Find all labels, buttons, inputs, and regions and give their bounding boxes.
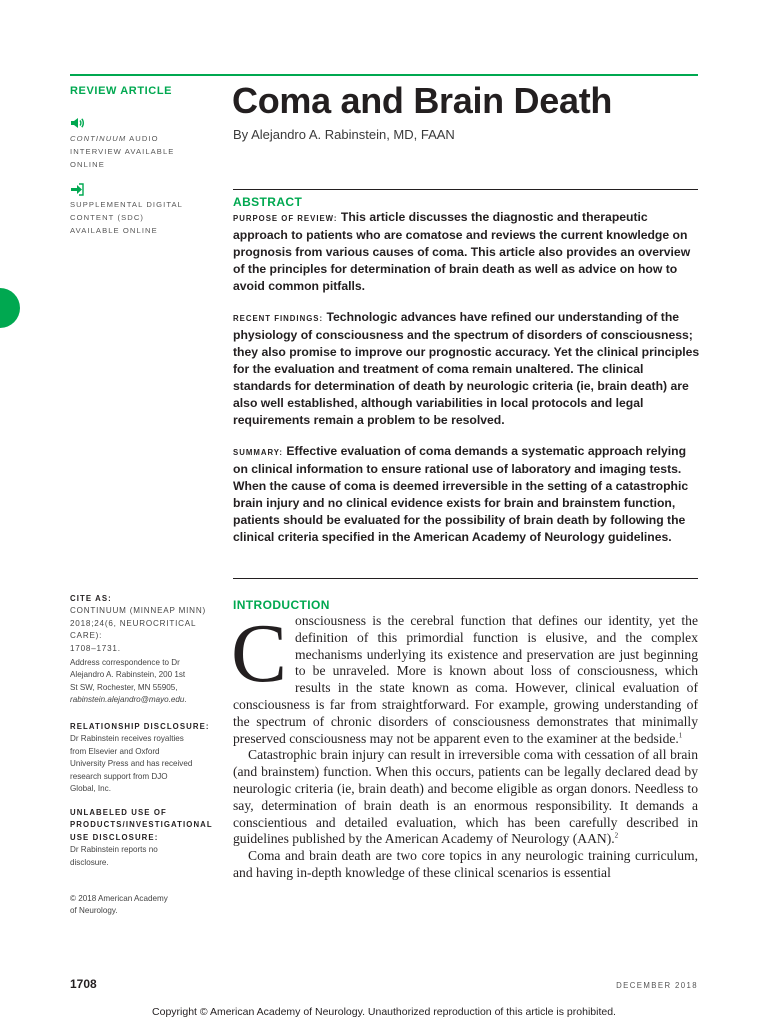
unlabeled-line: Dr Rabinstein reports no bbox=[70, 845, 158, 855]
address-line: St SW, Rochester, MN 55905, bbox=[70, 682, 178, 692]
audio-line-3: ONLINE bbox=[70, 159, 105, 169]
intro-p1-text: onsciousness is the cerebral function that defines our identity, yet the definition of this primordial function is elusive, and the complex mechanisms underlying its existence and preservation are just beginning to be unraveled. More is known about loss of consciousness, which results in the state known as coma. However, clinical evaluation of consciousness is far from straightforward. For example, growing understanding of the spectrum of chronic disorders of consciousness demonstrates that minimally preserved consciousness may not be apparent even to the examiner at the bedside. bbox=[233, 613, 698, 746]
relationship-line: research support from DJO bbox=[70, 771, 168, 781]
intro-paragraph-3 bbox=[233, 848, 698, 882]
relationship-line: Dr Rabinstein receives royalties bbox=[70, 734, 184, 744]
header-rule bbox=[70, 74, 698, 76]
purpose-label: PURPOSE OF REVIEW: bbox=[233, 214, 338, 223]
unlabeled-use-disclosure bbox=[70, 807, 220, 869]
introduction-heading: INTRODUCTION bbox=[233, 598, 330, 612]
author-email-link[interactable]: rabinstein.alejandro@mayo.edu bbox=[70, 695, 185, 705]
findings-text: Technologic advances have refined our understanding of the physiology of consciousness and the spectrum of disorders of consciousness; they also promise to improve our prognostic accuracy. Yet the clinical principles for the evaluation and treatment of coma remain unaltered. The clinical standards for determination of death by neurologic criteria (ie, brain death) are also well established, although variabilities in local protocols and legal requirements remain a problem to be resolved. bbox=[233, 310, 700, 427]
audio-line-2: INTERVIEW AVAILABLE bbox=[70, 146, 175, 156]
author-byline: By Alejandro A. Rabinstein, MD, FAAN bbox=[233, 127, 455, 142]
relationship-line: Global, Inc. bbox=[70, 784, 111, 794]
introduction-body bbox=[231, 607, 698, 882]
issue-date: DECEMBER 2018 bbox=[616, 981, 698, 990]
page-number: 1708 bbox=[70, 977, 97, 991]
cite-heading: CITE AS: bbox=[70, 594, 112, 603]
speaker-icon bbox=[70, 117, 210, 131]
section-tab-marker bbox=[0, 288, 20, 328]
relationship-disclosure bbox=[70, 721, 220, 795]
copyright-note-line: © 2018 American Academy bbox=[70, 894, 168, 903]
abstract-findings bbox=[233, 309, 703, 429]
copyright-footer: Copyright © American Academy of Neurology. Unauthorized reproduction of this article is prohibited. bbox=[152, 1006, 616, 1018]
abstract-rule-top bbox=[233, 189, 698, 190]
sdc-line-1: SUPPLEMENTAL DIGITAL bbox=[70, 200, 184, 209]
audio-line-1a: CONTINUUM bbox=[70, 134, 127, 143]
audio-line-1b: AUDIO bbox=[126, 134, 159, 143]
copyright-note-line: of Neurology. bbox=[70, 906, 118, 916]
unlabeled-line: disclosure. bbox=[70, 857, 109, 867]
cite-as-block bbox=[70, 593, 220, 655]
article-title: Coma and Brain Death bbox=[232, 80, 613, 121]
cite-line: 1708–1731. bbox=[70, 643, 121, 653]
sdc-line-2: CONTENT (SDC) bbox=[70, 212, 145, 222]
abstract-summary bbox=[233, 443, 703, 546]
intro-p2-text: Catastrophic brain injury can result in irreversible coma with cessation of all brain (and brainstem) function. When this occurs, patients can be legally declared dead by neurologic criteria (ie, brain death) and become eligible as organ donors. Needless to say, determination of brain death is an enormous responsibility. It demands a conscientious and detailed evaluation, which has been carefully described in guidelines published by the American Academy of Neurology (AAN). bbox=[233, 747, 698, 847]
reference-1-link[interactable]: 1 bbox=[678, 731, 683, 740]
abstract-heading: ABSTRACT bbox=[233, 195, 303, 209]
relationship-heading: RELATIONSHIP DISCLOSURE: bbox=[70, 722, 210, 731]
intro-paragraph-1 bbox=[231, 607, 698, 747]
summary-label: SUMMARY: bbox=[233, 448, 284, 457]
email-suffix: . bbox=[184, 695, 187, 705]
sign-in-arrow-icon bbox=[70, 183, 210, 197]
abstract-purpose bbox=[233, 209, 703, 295]
purpose-text: This article discusses the diagnostic and therapeutic approach to patients who are comatose and reviews the current knowledge on prognosis from various causes of coma. This article also provides an overview of the principles for determination of brain death as well as advice on how to avoid common pitfalls. bbox=[233, 210, 691, 293]
intro-p3-text: Coma and brain death are two core topics in any neurologic training curriculum, and having in-depth knowledge of these clinical scenarios is essential bbox=[233, 848, 698, 880]
address-line: Address correspondence to Dr bbox=[70, 658, 180, 667]
address-block bbox=[70, 657, 220, 707]
relationship-line: from Elsevier and Oxford bbox=[70, 746, 160, 756]
cite-line: 2018;24(6, NEUROCRITICAL CARE): bbox=[70, 618, 196, 641]
copyright-note bbox=[70, 893, 220, 918]
cite-line: CONTINUUM (MINNEAP MINN) bbox=[70, 606, 206, 616]
audio-interview-note[interactable] bbox=[70, 117, 210, 171]
unlabeled-heading: UNLABELED USE OF bbox=[70, 808, 167, 817]
unlabeled-heading: PRODUCTS/INVESTIGATIONAL bbox=[70, 820, 213, 830]
section-label: REVIEW ARTICLE bbox=[70, 85, 173, 97]
relationship-line: University Press and has received bbox=[70, 759, 193, 769]
abstract-rule-bottom bbox=[233, 578, 698, 579]
address-line: Alejandro A. Rabinstein, 200 1st bbox=[70, 670, 186, 680]
findings-label: RECENT FINDINGS: bbox=[233, 314, 324, 323]
summary-text: Effective evaluation of coma demands a systematic approach relying on clinical information to ensure rational use of laboratory and imaging tests. When the cause of coma is deemed irreversible in the setting of a catastrophic brain injury and no clinical evidence exists for brain and brainstem function, patients should be evaluated for the possibility of brain death by following the clinical criteria specified in the American Academy of Neurology guidelines. bbox=[233, 444, 689, 544]
sdc-line-3: AVAILABLE ONLINE bbox=[70, 225, 158, 235]
drop-cap: C bbox=[231, 607, 288, 700]
intro-paragraph-2 bbox=[233, 747, 698, 848]
sdc-note[interactable] bbox=[70, 183, 210, 237]
unlabeled-heading: USE DISCLOSURE: bbox=[70, 832, 159, 842]
reference-2-link[interactable]: 2 bbox=[614, 831, 619, 840]
